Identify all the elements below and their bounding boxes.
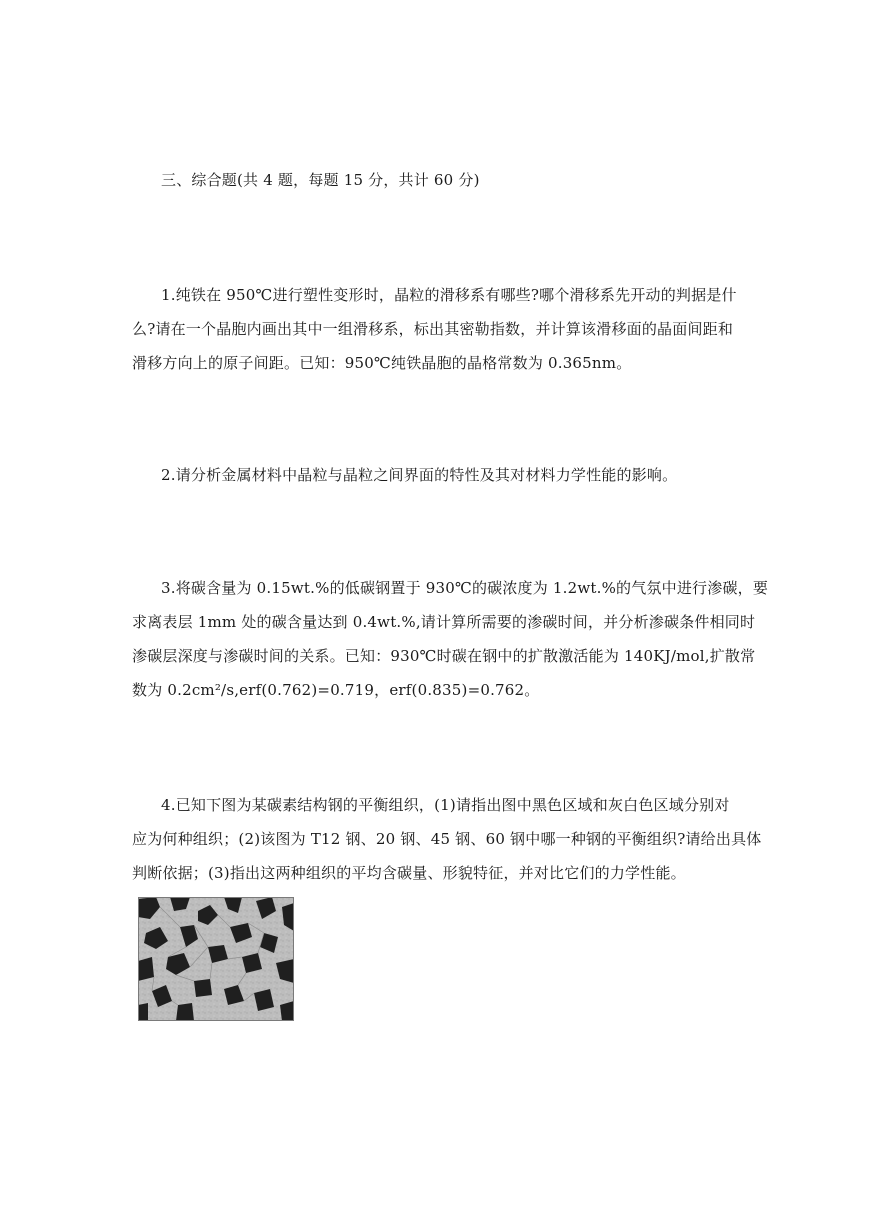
question-4-line-2: 应为何种组织；(2)该图为 T12 钢、20 钢、45 钢、60 钢中哪一种钢的平衡组织?请给出具体 bbox=[132, 830, 762, 848]
question-3-line-4: 数为 0.2cm²/s,erf(0.762)=0.719，erf(0.835)=0.762。 bbox=[132, 681, 540, 699]
section-title: 三、综合题(共 4 题，每题 15 分，共计 60 分) bbox=[161, 171, 480, 189]
question-4-line-3: 判断依据；(3)指出这两种组织的平均含碳量、形貌特征，并对比它们的力学性能。 bbox=[132, 864, 686, 882]
question-3-line-1: 3.将碳含量为 0.15wt.%的低碳钢置于 930℃的碳浓度为 1.2wt.%的气氛中进行渗碳，要 bbox=[161, 579, 769, 597]
question-1-line-2: 么?请在一个晶胞内画出其中一组滑移系，标出其密勒指数，并计算该滑移面的晶面间距和 bbox=[132, 320, 734, 338]
question-2-line-1: 2.请分析金属材料中晶粒与晶粒之间界面的特性及其对材料力学性能的影响。 bbox=[161, 466, 678, 484]
question-1-line-3: 滑移方向上的原子间距。已知：950℃纯铁晶胞的晶格常数为 0.365nm。 bbox=[132, 354, 632, 372]
question-3-line-2: 求离表层 1mm 处的碳含量达到 0.4wt.%,请计算所需要的渗碳时间，并分析渗碳条件相同时 bbox=[132, 613, 756, 631]
question-1-line-1: 1.纯铁在 950℃进行塑性变形时，晶粒的滑移系有哪些?哪个滑移系先开动的判据是什 bbox=[161, 286, 737, 304]
microstructure-image bbox=[138, 897, 294, 1021]
question-4-line-1: 4.已知下图为某碳素结构钢的平衡组织，(1)请指出图中黑色区域和灰白色区域分别对 bbox=[161, 796, 730, 814]
question-3-line-3: 渗碳层深度与渗碳时间的关系。已知：930℃时碳在钢中的扩散激活能为 140KJ/mol,扩散常 bbox=[132, 647, 756, 665]
